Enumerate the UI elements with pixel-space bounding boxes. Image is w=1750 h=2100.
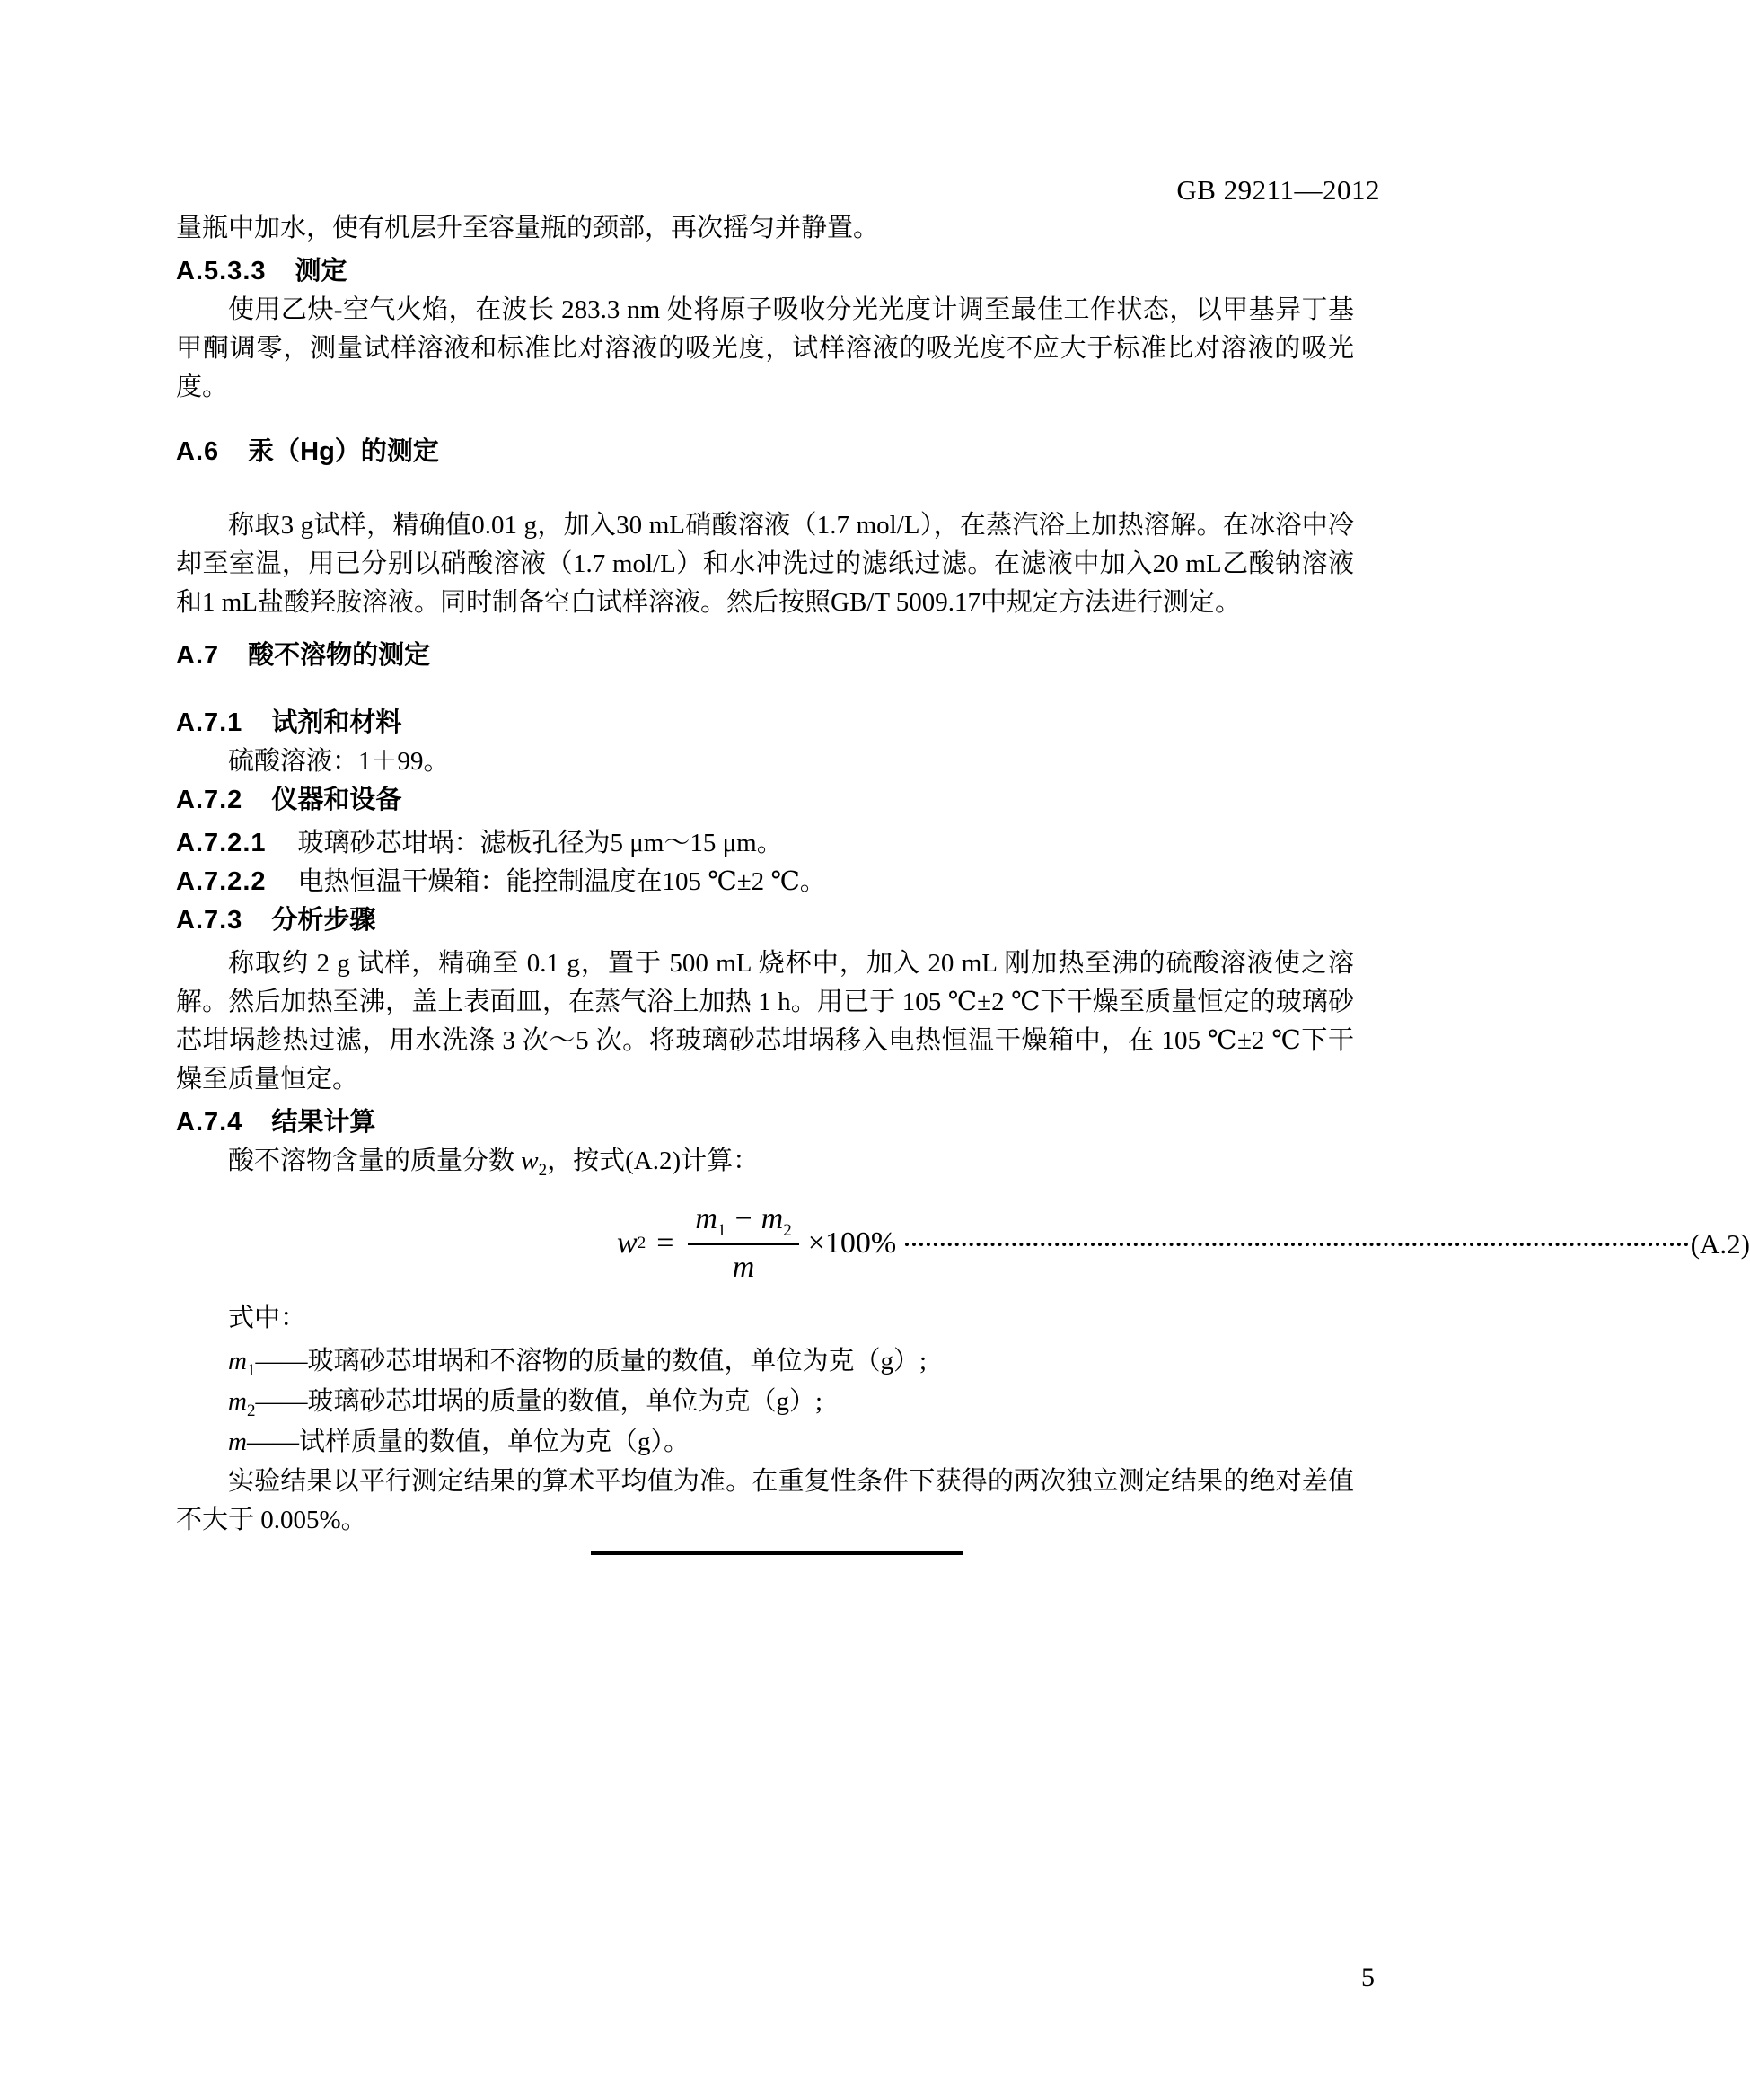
heading-a-7 xyxy=(176,637,1354,675)
paragraph-a-5-3-3: 使用乙炔-空气火焰，在波长 283.3 nm 处将原子吸收分光光度计调至最佳工作状态，以甲基异丁基甲酮调零，测量试样溶液和标准比对溶液的吸光度，试样溶液的吸光度不应大于标准比对溶液的吸光度。 xyxy=(176,295,1354,401)
paragraph-a-7-1: 硫酸溶液：1＋99。 xyxy=(228,747,450,776)
clause-number: A.7.2.1 xyxy=(176,829,267,857)
equals-sign: = xyxy=(656,1226,674,1260)
clause-text: 电热恒温干燥箱：能控制温度在105 ℃±2 ℃。 xyxy=(297,867,826,896)
clause-title: 结果计算 xyxy=(271,1108,376,1137)
minus-sign: − xyxy=(734,1202,752,1235)
fraction-numerator: $m_1 - m_2$ xyxy=(688,1204,798,1245)
clause-number: A.6 xyxy=(176,437,220,466)
clause-title: 试剂和材料 xyxy=(271,708,402,737)
clause-title: 汞（Hg）的测定 xyxy=(248,437,439,466)
paragraph-result: 实验结果以平行测定结果的算术平均值为准。在重复性条件下获得的两次独立测定结果的绝对差值不大于 0.005%。 xyxy=(176,1467,1354,1534)
end-of-text-rule xyxy=(591,1551,963,1555)
formula-label: (A.2) xyxy=(1690,1227,1750,1260)
where-label: 式中： xyxy=(228,1304,307,1332)
heading-a-7-3 xyxy=(176,901,1354,940)
math-symbol-w: w xyxy=(521,1147,539,1175)
clause-number: A.7.2.2 xyxy=(176,867,267,896)
fraction-denominator: m xyxy=(732,1251,755,1284)
clause-title: 测定 xyxy=(295,257,347,286)
formula-expression: w 2 = $\frac{m_1 - m_2}{m}$ ×100% xyxy=(617,1202,897,1284)
document-body xyxy=(176,209,1750,1540)
page-number: 5 xyxy=(1361,1963,1375,1992)
fraction xyxy=(688,1204,798,1283)
clause-text: 玻璃砂芯坩埚：滤板孔径为5 μm～15 μm。 xyxy=(297,829,783,857)
clause-title: 仪器和设备 xyxy=(271,786,402,814)
heading-a-6 xyxy=(176,433,1354,471)
heading-a-7-1 xyxy=(176,704,1354,742)
formula-a2 xyxy=(176,1204,1750,1283)
clause-title: 分析步骤 xyxy=(271,906,376,935)
symbol-definitions xyxy=(176,1341,1354,1463)
clause-a-7-2-1 xyxy=(176,824,1354,863)
clause-number: A.5.3.3 xyxy=(176,257,267,286)
definition-m1: $m_1——$玻璃砂芯坩埚和不溶物的质量的数值，单位为克（g）; xyxy=(228,1347,928,1380)
dotted-leader xyxy=(905,1243,1689,1246)
definition-m: m——试样质量的数值，单位为克（g）。 xyxy=(228,1428,690,1456)
paragraph-continuation: 量瓶中加水，使有机层升至容量瓶的颈部，再次摇匀并静置。 xyxy=(176,214,880,242)
heading-a-7-2 xyxy=(176,781,1354,820)
heading-a-5-3-3 xyxy=(176,252,1354,291)
paragraph-a-6: 称取3 g试样，精确值0.01 g，加入30 mL硝酸溶液（1.7 mol/L），在蒸汽浴上加热溶解。在冰浴中冷却至室温，用已分别以硝酸溶液（1.7 mol/L）和水冲洗过的滤纸过滤。在滤液中加入20 mL乙酸钠溶液和1 mL盐酸羟胺溶液。同时制备空白试样溶液。然后按照GB/T 5009.17中规定方法进行测定。 xyxy=(176,511,1354,617)
math-symbol-w: w xyxy=(617,1226,638,1260)
clause-number: A.7 xyxy=(176,641,220,670)
clause-number: A.7.3 xyxy=(176,906,243,935)
standard-number: GB 29211—2012 xyxy=(1176,174,1380,206)
definition-m2: $m_2——$玻璃砂芯坩埚的质量的数值，单位为克（g）; xyxy=(228,1387,823,1420)
clause-number: A.7.1 xyxy=(176,708,243,737)
clause-a-7-2-2 xyxy=(176,863,1354,901)
paragraph-a-7-4-intro: 酸不溶物含量的质量分数 $w_2$，按式(A.2)计算： xyxy=(228,1147,760,1180)
clause-number: A.7.4 xyxy=(176,1108,243,1137)
clause-number: A.7.2 xyxy=(176,786,243,814)
multiplier: ×100% xyxy=(807,1226,897,1260)
clause-title: 酸不溶物的测定 xyxy=(248,641,431,670)
heading-a-7-4 xyxy=(176,1103,1354,1142)
paragraph-a-7-3: 称取约 2 g 试样，精确至 0.1 g，置于 500 mL 烧杯中，加入 20 mL 刚加热至沸的硫酸溶液使之溶解。然后加热至沸，盖上表面皿，在蒸气浴上加热 1 h。用已于 105 ℃±2 ℃下干燥至质量恒定的玻璃砂芯坩埚趁热过滤，用水洗涤 3 次～5 次。将玻璃砂芯坩埚移入电热恒温干燥箱中，在 105 ℃±2 ℃下干燥至质量恒定。 xyxy=(176,949,1354,1094)
